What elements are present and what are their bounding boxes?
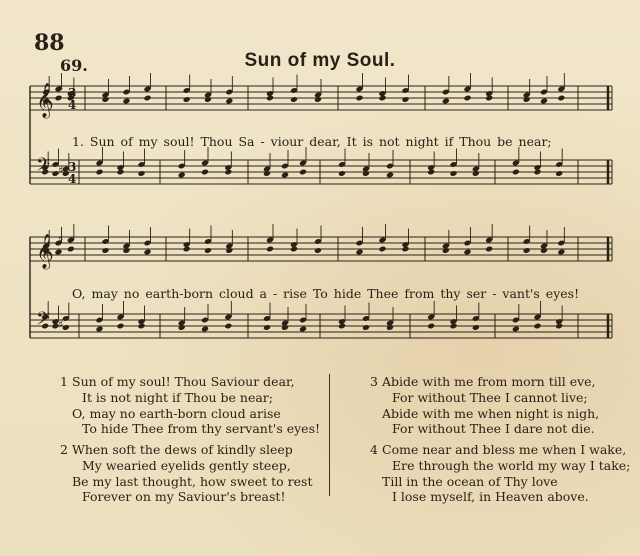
verse-line: Be my last thought, how sweet to rest xyxy=(72,473,313,489)
note-head xyxy=(540,98,548,105)
treble-clef-icon: 𝄞 xyxy=(36,234,54,269)
verse-line: Forever on my Saviour's breast! xyxy=(82,489,286,505)
verse-line: For without Thee I cannot live; xyxy=(392,389,588,405)
note-head xyxy=(401,96,409,103)
note-head xyxy=(355,249,363,256)
note-head xyxy=(290,246,298,253)
note-head xyxy=(314,96,322,103)
verse-line: It is not night if Thou be near; xyxy=(82,389,273,405)
note-head xyxy=(263,170,271,177)
treble-clef-icon: 𝄞 xyxy=(36,83,54,118)
note-head xyxy=(401,246,409,253)
note-head xyxy=(137,323,145,330)
note-head xyxy=(224,323,232,330)
note-head xyxy=(449,170,457,177)
time-signature-top: 3 xyxy=(68,86,77,100)
note-head xyxy=(95,169,103,176)
note-head xyxy=(204,247,212,254)
note-head xyxy=(512,169,520,176)
note-head xyxy=(557,95,565,102)
note-head xyxy=(463,95,471,102)
verse-line: For without Thee I dare not die. xyxy=(392,421,595,437)
note-head xyxy=(54,95,62,102)
note-head xyxy=(266,246,274,253)
note-head xyxy=(204,96,212,103)
note-head xyxy=(378,95,386,102)
note-head xyxy=(122,247,130,254)
note-head xyxy=(523,96,531,103)
page-number: 88 xyxy=(34,30,65,56)
underlay-line-1: 1. Sun of my soul! Thou Sa - viour dear, It is not night if Thou be near; xyxy=(72,134,552,149)
note-head xyxy=(137,170,145,177)
note-head xyxy=(449,323,457,330)
note-head xyxy=(67,246,75,253)
clefs xyxy=(36,82,76,334)
verse-1 xyxy=(60,374,321,437)
bass-clef-icon: 𝄢 xyxy=(36,155,51,180)
note-head xyxy=(116,323,124,330)
note-head xyxy=(54,249,62,256)
column-divider xyxy=(329,374,330,496)
note-head xyxy=(281,324,289,331)
time-signature-top: 3 xyxy=(68,160,77,174)
note-head xyxy=(224,169,232,176)
verse-3 xyxy=(370,374,600,437)
note-head xyxy=(178,324,186,331)
verse-2 xyxy=(60,442,313,505)
note-head xyxy=(442,98,450,105)
verse-line: Come near and bless me when I wake, xyxy=(382,442,627,457)
sharp-icon: ♯ xyxy=(58,164,64,177)
note-head xyxy=(472,170,480,177)
verse-4 xyxy=(370,442,631,505)
note-head xyxy=(101,96,109,103)
note-head xyxy=(555,170,563,177)
note-head xyxy=(101,247,109,254)
verse-line: Till in the ocean of Thy love xyxy=(382,473,558,489)
note-head xyxy=(299,169,307,176)
note-head xyxy=(338,170,346,177)
note-head xyxy=(201,169,209,176)
note-head xyxy=(442,247,450,254)
note-head xyxy=(355,95,363,102)
hymn-number: 69. xyxy=(60,56,88,75)
hymn-title: Sun of my Soul. xyxy=(244,50,396,71)
note-head xyxy=(386,324,394,331)
note-head xyxy=(122,98,130,105)
verse-number: 2 xyxy=(60,442,68,457)
note-head xyxy=(178,172,186,179)
time-signature-bottom: 4 xyxy=(68,172,77,186)
note-head xyxy=(523,247,531,254)
note-head xyxy=(314,247,322,254)
verse-line: To hide Thee from thy servant's eyes! xyxy=(82,421,321,437)
note-head xyxy=(290,96,298,103)
note-head xyxy=(299,326,307,333)
note-head xyxy=(225,98,233,105)
note-head xyxy=(555,323,563,330)
note-head xyxy=(143,249,151,256)
note-head xyxy=(183,96,191,103)
verse-number: 4 xyxy=(370,442,378,457)
note-head xyxy=(201,326,209,333)
sharp-icon: ♯ xyxy=(58,233,64,246)
note-head xyxy=(557,249,565,256)
note-head xyxy=(263,324,271,331)
note-head xyxy=(362,170,370,177)
note-head xyxy=(427,169,435,176)
sharp-icon: ♯ xyxy=(58,82,64,95)
underlay-line-2: O, may no earth-born cloud a - rise To hide Thee from thy ser - vant's eyes! xyxy=(72,286,580,301)
note-head xyxy=(116,169,124,176)
note-head xyxy=(362,324,370,331)
note-head xyxy=(427,323,435,330)
note-head xyxy=(266,95,274,102)
note-head xyxy=(143,95,151,102)
note-head xyxy=(540,247,548,254)
sharp-icon: ♯ xyxy=(58,318,64,331)
note-head xyxy=(225,247,233,254)
note-head xyxy=(512,326,520,333)
note-head xyxy=(533,323,541,330)
note-head xyxy=(533,169,541,176)
note-head xyxy=(463,249,471,256)
time-signature-bottom: 4 xyxy=(68,98,77,112)
verse-line: Sun of my soul! Thou Saviour dear, xyxy=(72,374,295,389)
verse-line: Ere through the world my way I take; xyxy=(392,457,631,473)
note-head xyxy=(472,324,480,331)
note-head xyxy=(338,323,346,330)
verse-line: O, may no earth-born cloud arise xyxy=(72,405,281,421)
verse-number: 3 xyxy=(370,374,378,389)
bass-clef-icon: 𝄢 xyxy=(36,309,51,334)
verse-line: My wearied eyelids gently steep, xyxy=(82,457,291,473)
verse-line: Abide with me from morn till eve, xyxy=(382,374,596,389)
verse-number: 1 xyxy=(60,374,68,389)
note-head xyxy=(378,246,386,253)
note-head xyxy=(281,172,289,179)
verse-line: When soft the dews of kindly sleep xyxy=(72,442,293,457)
verse-line: Abide with me when night is nigh, xyxy=(382,405,600,421)
note-head xyxy=(485,246,493,253)
note-head xyxy=(485,95,493,102)
note-head xyxy=(183,246,191,253)
note-head xyxy=(386,172,394,179)
verse-line: I lose myself, in Heaven above. xyxy=(392,489,589,505)
note-head xyxy=(95,326,103,333)
